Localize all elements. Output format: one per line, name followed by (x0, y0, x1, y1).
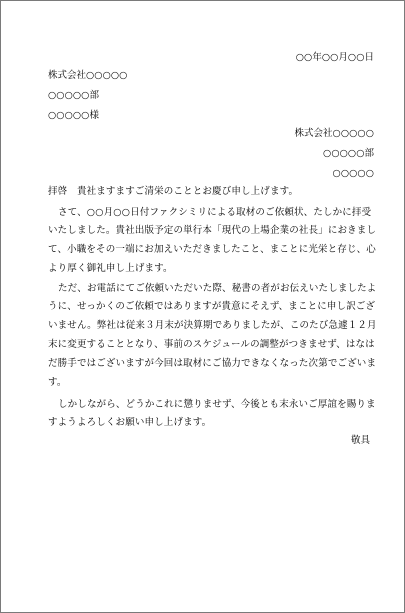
paragraph-2-line-3: いません。弊社は従来３月末が決算期でありましたが、このたび急遽１２月 (48, 320, 377, 331)
sender-person: ○○○○○ (332, 168, 374, 179)
sender-department: ○○○○○部 (323, 148, 374, 159)
letter-date: ○○年○○月○○日 (295, 52, 374, 63)
letter-opening: 拝啓 貴社ますますご清栄のこととお慶び申し上げます。 (48, 186, 299, 197)
paragraph-1-line-2: いたしました。貴社出版予定の単行本「現代の上場企業の社長」におきまし (48, 225, 377, 236)
recipient-person: ○○○○○様 (48, 110, 99, 121)
paragraph-3-line-1: しかしながら、どうかこれに懲りませず、今後とも末永いご厚誼を賜りま (58, 399, 376, 410)
letter-closing: 敬具 (350, 435, 370, 446)
paragraph-2-line-4: 末に変更することとなり、事前のスケジュールの調整がつきませず、はなは (48, 339, 375, 350)
paragraph-2-line-1: ただ、お電話にてご依頼いただいた際、秘書の者がお伝えいたしましたよ (58, 283, 377, 294)
recipient-company: 株式会社○○○○○ (48, 70, 128, 81)
paragraph-2-line-5: だ勝手ではございますが今回は取材にご協力できなくなった次第でございま (48, 358, 377, 369)
paragraph-2-line-6: す。 (48, 377, 67, 388)
paragraph-1-line-1: さて、○○月○○日付ファクシミリによる取材のご依頼状、たしかに拝受 (58, 207, 372, 218)
paragraph-2-line-2: うに、せっかくのご依頼ではありますが貴意にそえず、まことに申し訳ござ (48, 301, 376, 312)
recipient-department: ○○○○○部 (48, 90, 99, 101)
sender-company: 株式会社○○○○○ (294, 128, 374, 139)
paragraph-3-line-2: すようよろしくお願い申し上げます。 (48, 417, 212, 428)
paragraph-1-line-4: より厚く御礼申し上げます。 (48, 263, 173, 274)
paragraph-1-line-3: て、小職をその一端にお加えいただきましたこと、まことに光栄と存じ、心 (48, 244, 376, 255)
